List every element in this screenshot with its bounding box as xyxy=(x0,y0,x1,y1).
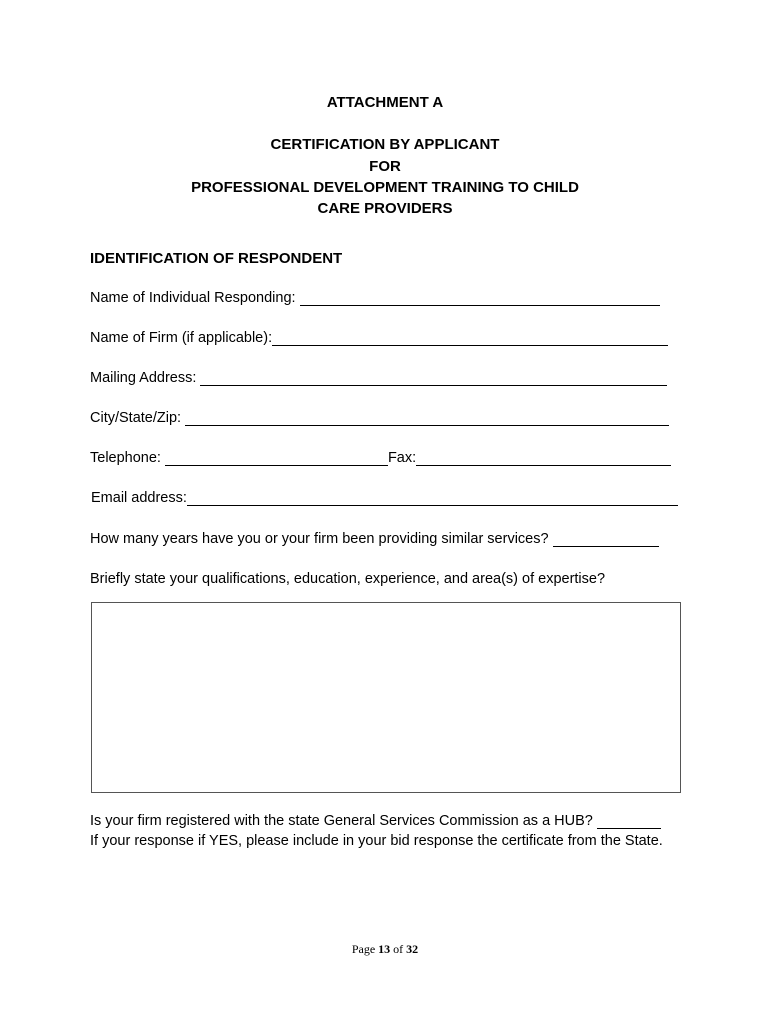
individual-name-field[interactable] xyxy=(300,290,660,306)
fax-label: Fax: xyxy=(387,450,417,466)
page-word: Page xyxy=(351,942,376,956)
attachment-label: ATTACHMENT A xyxy=(326,94,444,111)
city-state-zip-label: City/State/Zip: xyxy=(90,410,182,426)
qualifications-label: Briefly state your qualifications, education, experience, and area(s) of expertise? xyxy=(90,571,606,587)
firm-name-field[interactable] xyxy=(272,330,668,346)
hub-question-row xyxy=(90,813,661,829)
hub-question-label: Is your firm registered with the state General Services Commission as a HUB? xyxy=(90,813,593,829)
of-word: of xyxy=(393,942,404,956)
title-line-1: CERTIFICATION BY APPLICANT xyxy=(270,136,500,153)
telephone-field[interactable] xyxy=(165,450,388,466)
years-row xyxy=(90,531,659,547)
years-field[interactable] xyxy=(553,531,659,547)
hub-answer-field[interactable] xyxy=(597,813,661,829)
individual-name-label: Name of Individual Responding: xyxy=(90,290,296,306)
individual-name-row xyxy=(90,290,660,306)
firm-name-row xyxy=(90,330,668,346)
title-line-4: CARE PROVIDERS xyxy=(317,200,453,217)
telephone-fax-row xyxy=(90,450,671,466)
page-total: 32 xyxy=(406,942,419,956)
email-label: Email address: xyxy=(91,490,187,506)
email-field[interactable] xyxy=(187,490,678,506)
qualifications-textarea[interactable] xyxy=(91,602,681,793)
hub-note: If your response if YES, please include in your bid response the certificate from the State. xyxy=(90,833,663,849)
title-line-2: FOR xyxy=(369,158,401,175)
mailing-address-field[interactable] xyxy=(200,370,667,386)
title-line-3: PROFESSIONAL DEVELOPMENT TRAINING TO CHILD xyxy=(191,179,579,196)
section-heading: IDENTIFICATION OF RESPONDENT xyxy=(90,250,343,267)
email-row xyxy=(91,490,678,506)
years-label: How many years have you or your firm been providing similar services? xyxy=(90,531,549,547)
firm-name-label: Name of Firm (if applicable): xyxy=(90,330,273,346)
fax-field[interactable] xyxy=(416,450,671,466)
page-number: 13 xyxy=(378,942,391,956)
mailing-address-row xyxy=(90,370,667,386)
telephone-label: Telephone: xyxy=(90,450,161,466)
mailing-address-label: Mailing Address: xyxy=(90,370,197,386)
page-footer xyxy=(0,942,770,957)
city-state-zip-row xyxy=(90,410,669,426)
city-state-zip-field[interactable] xyxy=(185,410,669,426)
